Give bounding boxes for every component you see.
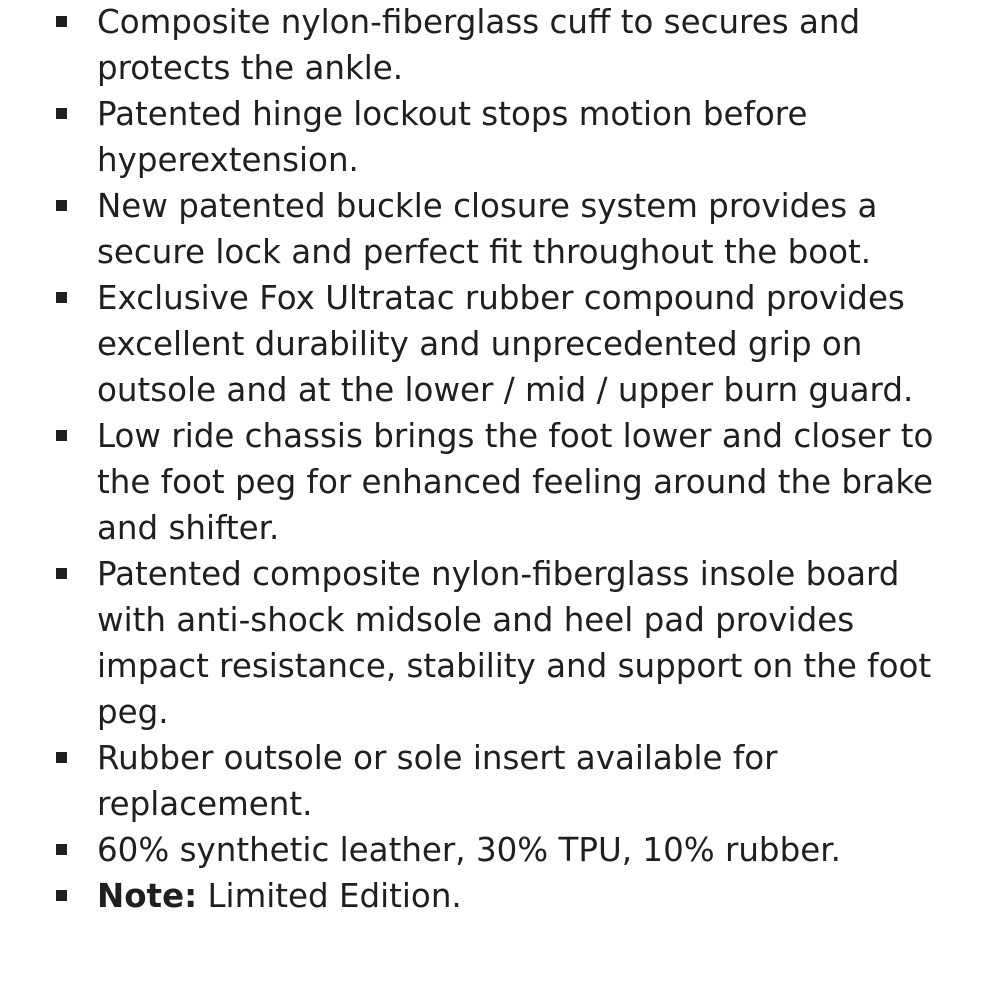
feature-text: Patented hinge lockout stops motion before hyperextension. bbox=[97, 95, 808, 179]
feature-text: Composite nylon-fiberglass cuff to secures and protects the ankle. bbox=[97, 3, 861, 87]
square-bullet-icon bbox=[56, 890, 67, 901]
note-text: Limited Edition. bbox=[197, 877, 462, 915]
square-bullet-icon bbox=[56, 292, 67, 303]
feature-item-cuff bbox=[0, 0, 1000, 91]
square-bullet-icon bbox=[56, 108, 67, 119]
feature-item-hinge-lockout bbox=[0, 91, 1000, 183]
feature-text: Rubber outsole or sole insert available for replacement. bbox=[97, 739, 778, 823]
feature-item-insole-board bbox=[0, 551, 1000, 735]
feature-text: Patented composite nylon-fiberglass insole board with anti-shock midsole and heel pad provides impact resistance, stability and support on the foot peg. bbox=[97, 555, 932, 731]
square-bullet-icon bbox=[56, 752, 67, 763]
square-bullet-icon bbox=[56, 844, 67, 855]
feature-text: New patented buckle closure system provides a secure lock and perfect fit throughout the boot. bbox=[97, 187, 878, 271]
square-bullet-icon bbox=[56, 568, 67, 579]
feature-text: Exclusive Fox Ultratac rubber compound provides excellent durability and unprecedented grip on outsole and at the lower / mid / upper burn guard. bbox=[97, 279, 914, 409]
note-label: Note: bbox=[97, 877, 198, 915]
feature-item-buckle-closure bbox=[0, 183, 1000, 275]
square-bullet-icon bbox=[56, 200, 67, 211]
square-bullet-icon bbox=[56, 16, 67, 27]
feature-item-materials bbox=[0, 827, 1000, 873]
feature-item-outsole-replacement bbox=[0, 735, 1000, 827]
feature-item-low-ride-chassis bbox=[0, 413, 1000, 551]
feature-text: Low ride chassis brings the foot lower and closer to the foot peg for enhanced feeling around the brake and shifter. bbox=[97, 417, 934, 547]
feature-text: 60% synthetic leather, 30% TPU, 10% rubber. bbox=[97, 831, 841, 869]
feature-item-rubber-compound bbox=[0, 275, 1000, 413]
feature-item-note bbox=[0, 873, 1000, 919]
square-bullet-icon bbox=[56, 430, 67, 441]
